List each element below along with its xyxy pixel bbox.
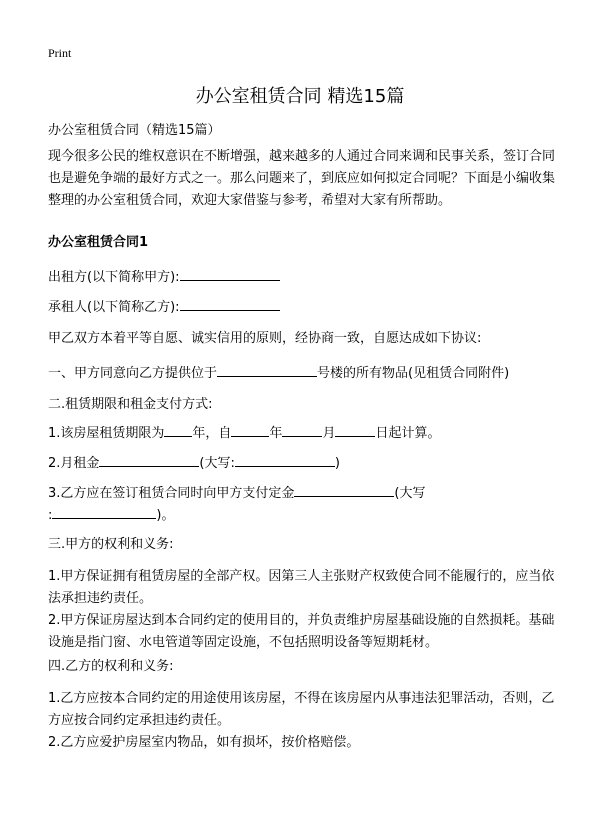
lessor-line	[48, 266, 558, 289]
document-title: 办公室租赁合同 精选15篇	[195, 86, 405, 107]
deposit-prefix: 3.乙方应在签订租赁合同时向甲方支付定金	[48, 486, 295, 501]
term-years-blank	[164, 422, 192, 437]
deposit-blank	[294, 482, 394, 497]
party-a-duty-1: 1.甲方保证拥有租赁房屋的全部产权。因第三人主张财产权致使合同不能履行的，应当依法承担违约责任。	[48, 569, 555, 606]
monthly-rent-line	[48, 452, 558, 475]
deposit-close: )。	[156, 508, 175, 523]
deposit-caps-label: (大写	[394, 486, 426, 501]
intro-paragraph: 现今很多公民的维权意识在不断增强，越来越多的人通过合同来调和民事关系，签订合同也是避免争端的最好方式之一。那么问题来了，到底应如何拟定合同呢？下面是小编收集整理的办公室租赁合同，欢迎大家借鉴与参考，希望对大家有所帮助。	[48, 149, 556, 208]
lessor-label: 出租方(以下简称甲方):	[48, 270, 180, 285]
lessee-blank	[180, 296, 280, 311]
rent-blank	[99, 452, 199, 467]
clause-1-suffix: 号楼的所有物品(见租赁合同附件)	[317, 366, 510, 381]
party-a-duty-2: 2.甲方保证房屋达到本合同约定的使用目的，并负责维护房屋基础设施的自然损耗。基础设施是指门窗、水电管道等固定设施，不包括照明设备等短期耗材。	[48, 613, 555, 650]
rent-caps-blank	[235, 452, 335, 467]
lease-term-line	[48, 422, 558, 445]
lessee-label: 承租人(以下简称乙方):	[48, 300, 180, 315]
party-b-duty-2: 2.乙方应爱护房屋室内物品，如有损坏，按价格赔偿。	[48, 735, 360, 750]
clause-1-prefix: 一、甲方同意向乙方提供位于	[48, 366, 218, 381]
term-year-unit: 年	[269, 426, 283, 441]
deposit-colon: :	[48, 508, 53, 523]
term-month-unit: 月	[322, 426, 336, 441]
party-b-duty-1: 1.乙方应按本合同约定的用途使用该房屋，不得在该房屋内从事违法犯罪活动，否则，乙方应按合同约定承担违约责任。	[48, 691, 555, 728]
deposit-line	[48, 482, 558, 505]
agreement-text: 甲乙双方本着平等自愿、诚实信用的原则，经协商一致，自愿达成如下协议:	[48, 331, 482, 346]
start-year-blank	[231, 422, 269, 437]
building-blank	[217, 362, 317, 377]
rent-prefix: 2.月租金	[48, 456, 100, 471]
rent-close: )	[334, 456, 340, 471]
clause-4-title: 四.乙方的权利和义务:	[48, 659, 174, 674]
start-day-blank	[335, 422, 375, 437]
deposit-caps-blank	[52, 504, 156, 519]
term-prefix: 1.该房屋租赁期限为	[48, 426, 165, 441]
term-year-text: 年，自	[192, 426, 232, 441]
section-heading: 办公室租赁合同1	[48, 235, 149, 250]
rent-caps-label: (大写:	[199, 456, 235, 471]
print-link[interactable]: Print	[48, 46, 72, 60]
term-day-text: 日起计算。	[375, 426, 441, 441]
clause-2-title: 二.租赁期限和租金支付方式:	[48, 397, 213, 412]
start-month-blank	[282, 422, 322, 437]
deposit-line-2	[48, 504, 558, 527]
clause-1	[48, 362, 558, 385]
clause-3-title: 三.甲方的权利和义务:	[48, 537, 174, 552]
lessee-line	[48, 296, 558, 319]
subtitle: 办公室租赁合同（精选15篇）	[48, 123, 221, 138]
lessor-blank	[180, 266, 280, 281]
